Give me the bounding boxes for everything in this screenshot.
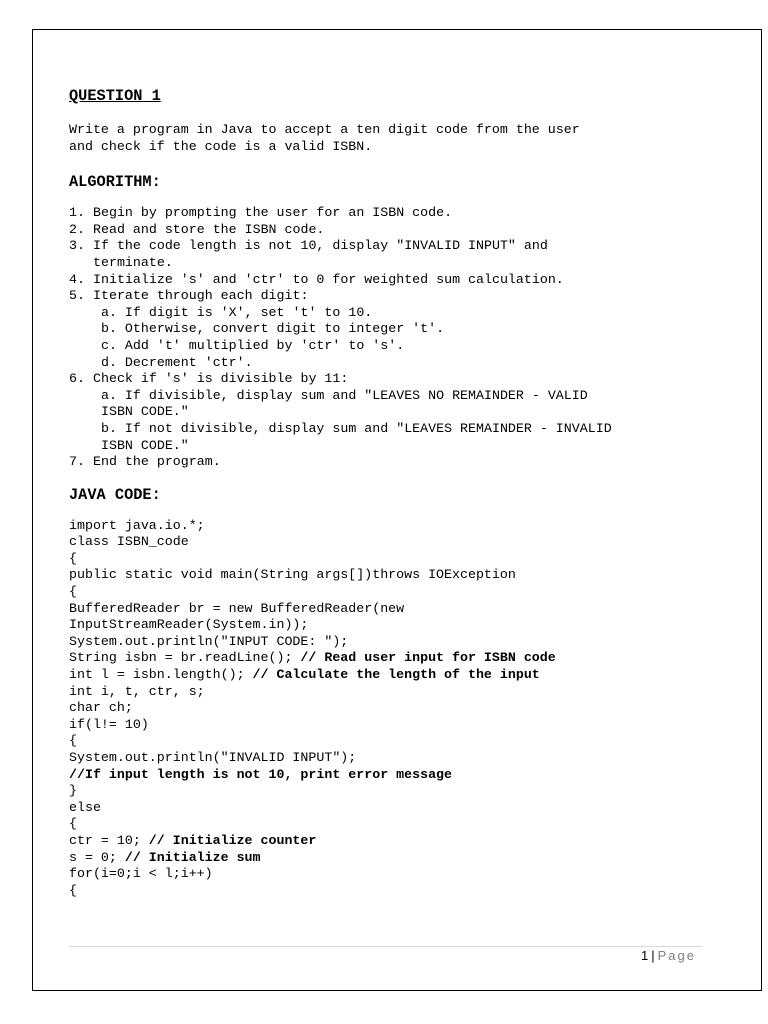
page-label: Page	[657, 948, 696, 963]
footer-separator: |	[651, 948, 655, 963]
step-line: Check if 's' is divisible by 11:	[93, 371, 349, 387]
code-text: for(i=0;i < l;i++)	[69, 866, 213, 882]
code-text: int l = isbn.length();	[69, 667, 253, 683]
step-number: 2.	[69, 221, 85, 237]
algorithm-step	[69, 272, 709, 289]
code-text: {	[69, 816, 77, 832]
step-line: d. Decrement 'ctr'.	[93, 354, 253, 370]
code-line	[69, 767, 709, 784]
step-line: Initialize 's' and 'ctr' to 0 for weighted sum calculation.	[93, 271, 564, 287]
code-comment: // Calculate the length of the input	[252, 667, 540, 683]
page-number: 1	[641, 948, 649, 963]
step-number: 6.	[69, 371, 85, 387]
step-text	[93, 371, 612, 454]
algorithm-list	[69, 205, 709, 471]
code-line	[69, 684, 709, 701]
code-text: String isbn = br.readLine();	[69, 650, 301, 666]
code-text: char ch;	[69, 700, 133, 716]
document-body	[69, 86, 709, 899]
code-text: ctr = 10;	[69, 832, 149, 848]
step-number: 4.	[69, 271, 85, 287]
step-text	[93, 272, 564, 289]
code-line	[69, 833, 709, 850]
algorithm-step	[69, 238, 709, 271]
code-line	[69, 667, 709, 684]
code-line	[69, 518, 709, 535]
code-text: if(l!= 10)	[69, 716, 149, 732]
code-block	[69, 518, 709, 900]
code-line	[69, 650, 709, 667]
step-line: Iterate through each digit:	[93, 288, 309, 304]
code-line	[69, 717, 709, 734]
question-title: QUESTION 1	[69, 87, 161, 105]
footer-divider	[69, 946, 702, 947]
step-text	[93, 288, 444, 371]
code-line	[69, 883, 709, 900]
step-line: End the program.	[93, 454, 221, 470]
step-number: 5.	[69, 288, 85, 304]
algorithm-step	[69, 454, 709, 471]
code-text: BufferedReader br = new BufferedReader(new	[69, 600, 405, 616]
code-line	[69, 866, 709, 883]
code-text: {	[69, 550, 77, 566]
code-line	[69, 551, 709, 568]
code-text: {	[69, 584, 77, 600]
code-text: }	[69, 783, 77, 799]
step-number: 7.	[69, 454, 85, 470]
code-comment: // Read user input for ISBN code	[300, 650, 556, 666]
java-code-heading: JAVA CODE:	[69, 485, 161, 504]
algorithm-step	[69, 205, 709, 222]
code-text: InputStreamReader(System.in));	[69, 617, 309, 633]
step-line: a. If divisible, display sum and "LEAVES NO REMAINDER - VALID	[93, 387, 588, 403]
step-line: Begin by prompting the user for an ISBN code.	[93, 205, 453, 221]
code-line	[69, 816, 709, 833]
step-text	[93, 222, 324, 239]
code-text: int i, t, ctr, s;	[69, 683, 205, 699]
step-text	[93, 205, 452, 222]
code-text: public static void main(String args[])throws IOException	[69, 567, 516, 583]
step-line: ISBN CODE."	[93, 437, 189, 453]
code-line	[69, 617, 709, 634]
algorithm-heading: ALGORITHM:	[69, 173, 161, 192]
code-line	[69, 733, 709, 750]
question-text: Write a program in Java to accept a ten digit code from the user and check if the code is a valid ISBN.	[69, 122, 580, 154]
code-comment: // Initialize counter	[148, 832, 317, 848]
code-text: s = 0;	[69, 849, 125, 865]
code-text: {	[69, 733, 77, 749]
code-comment: //If input length is not 10, print error message	[69, 766, 453, 782]
code-line	[69, 750, 709, 767]
code-text: else	[69, 799, 101, 815]
page-footer	[641, 947, 696, 965]
step-text	[93, 238, 548, 271]
step-line: terminate.	[93, 254, 173, 270]
code-line	[69, 601, 709, 618]
code-line	[69, 850, 709, 867]
code-line	[69, 800, 709, 817]
code-text: class ISBN_code	[69, 534, 189, 550]
step-line: If the code length is not 10, display "INVALID INPUT" and	[93, 238, 548, 254]
code-text: import java.io.*;	[69, 517, 205, 533]
code-line	[69, 634, 709, 651]
step-number: 1.	[69, 205, 85, 221]
code-text: System.out.println("INPUT CODE: ");	[69, 633, 349, 649]
algorithm-step	[69, 222, 709, 239]
step-line: c. Add 't' multiplied by 'ctr' to 's'.	[93, 337, 405, 353]
step-line: a. If digit is 'X', set 't' to 10.	[93, 304, 373, 320]
code-comment: // Initialize sum	[124, 849, 261, 865]
code-line	[69, 783, 709, 800]
step-line: b. If not divisible, display sum and "LEAVES REMAINDER - INVALID	[93, 420, 612, 436]
step-line: Read and store the ISBN code.	[93, 221, 325, 237]
code-text: {	[69, 882, 77, 898]
algorithm-step	[69, 288, 709, 371]
code-text: System.out.println("INVALID INPUT");	[69, 750, 357, 765]
code-line	[69, 700, 709, 717]
step-line: ISBN CODE."	[93, 404, 189, 420]
code-line	[69, 567, 709, 584]
step-text	[93, 454, 221, 471]
algorithm-step	[69, 371, 709, 454]
step-line: b. Otherwise, convert digit to integer 't'.	[93, 321, 445, 337]
code-line	[69, 534, 709, 551]
step-number: 3.	[69, 238, 85, 254]
code-line	[69, 584, 709, 601]
